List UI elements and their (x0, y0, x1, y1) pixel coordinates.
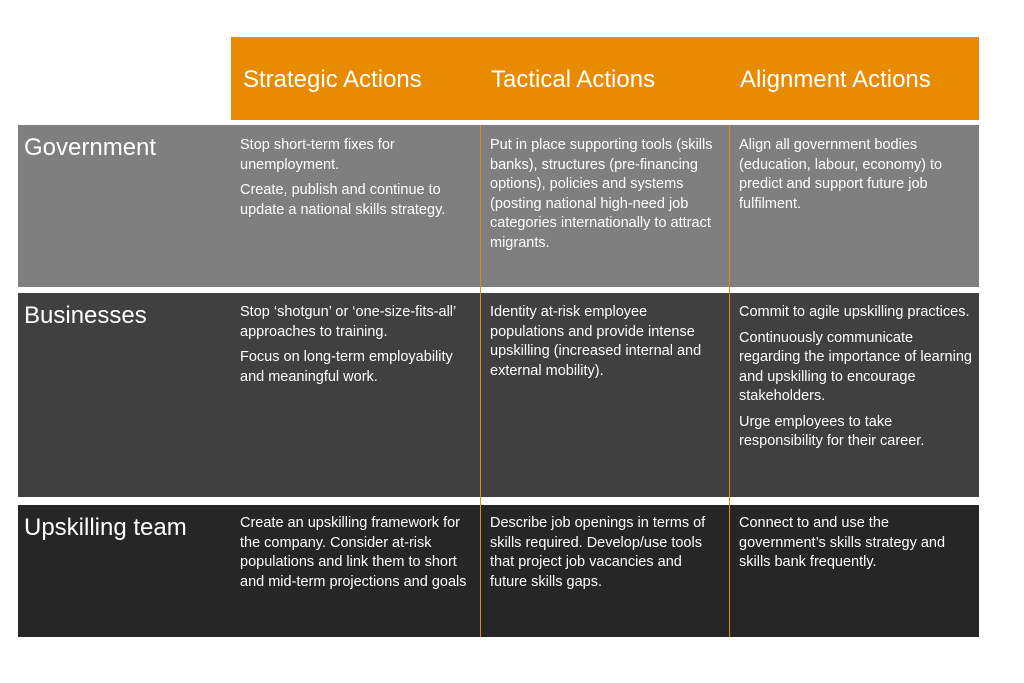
cell-businesses-alignment (739, 303, 975, 458)
cell-businesses-tactical (490, 303, 720, 387)
header-strategic-actions: Strategic Actions (243, 66, 422, 93)
cell-text: Stop ‘shotgun’ or ‘one-size-fits-all’ approaches to training. (240, 304, 456, 340)
header-alignment-actions: Alignment Actions (740, 66, 931, 93)
row-upskilling-team (18, 505, 979, 637)
cell-text: Connect to and use the government’s skills strategy and skills bank frequently. (739, 515, 946, 570)
cell-text: Put in place supporting tools (skills banks), structures (pre-financing options), policies and systems (posting national high-need job categories internationally to attract migrants. (490, 137, 713, 251)
cell-text: Continuously communicate regarding the importance of learning and upskilling to encourage stakeholders. (739, 329, 972, 404)
column-divider (729, 125, 730, 637)
row-government (18, 125, 979, 287)
cell-businesses-strategic (240, 303, 476, 393)
cell-government-strategic (240, 136, 476, 226)
cell-text: Identity at-risk employee populations and provide intense upskilling (increased internal and external mobility). (490, 304, 702, 379)
cell-text: Align all government bodies (education, labour, economy) to predict and support future job fulfilment. (739, 137, 943, 212)
cell-text: Focus on long-term employability and meaningful work. (240, 349, 453, 385)
cell-text: Create an upskilling framework for the company. Consider at-risk populations and link them to short and mid-term projections and goals (240, 515, 467, 590)
row-label-upskilling-team: Upskilling team (24, 514, 187, 541)
cell-government-alignment (739, 136, 975, 220)
cell-upskilling-alignment (739, 514, 975, 579)
row-label-businesses: Businesses (24, 302, 147, 329)
cell-text: Describe job openings in terms of skills required. Develop/use tools that project job vacancies and future skills gaps. (490, 515, 706, 590)
cell-text: Commit to agile upskilling practices. (739, 304, 970, 320)
cell-government-tactical (490, 136, 720, 259)
cell-text: Create, publish and continue to update a national skills strategy. (240, 182, 446, 218)
cell-upskilling-tactical (490, 514, 720, 598)
column-divider (480, 125, 481, 637)
header-tactical-actions: Tactical Actions (491, 66, 656, 93)
row-label-government: Government (24, 134, 157, 161)
row-businesses (18, 293, 979, 497)
cell-text: Urge employees to take responsibility for their career. (739, 413, 925, 449)
cell-upskilling-strategic (240, 514, 476, 598)
cell-text: Stop short-term fixes for unemployment. (240, 137, 395, 173)
